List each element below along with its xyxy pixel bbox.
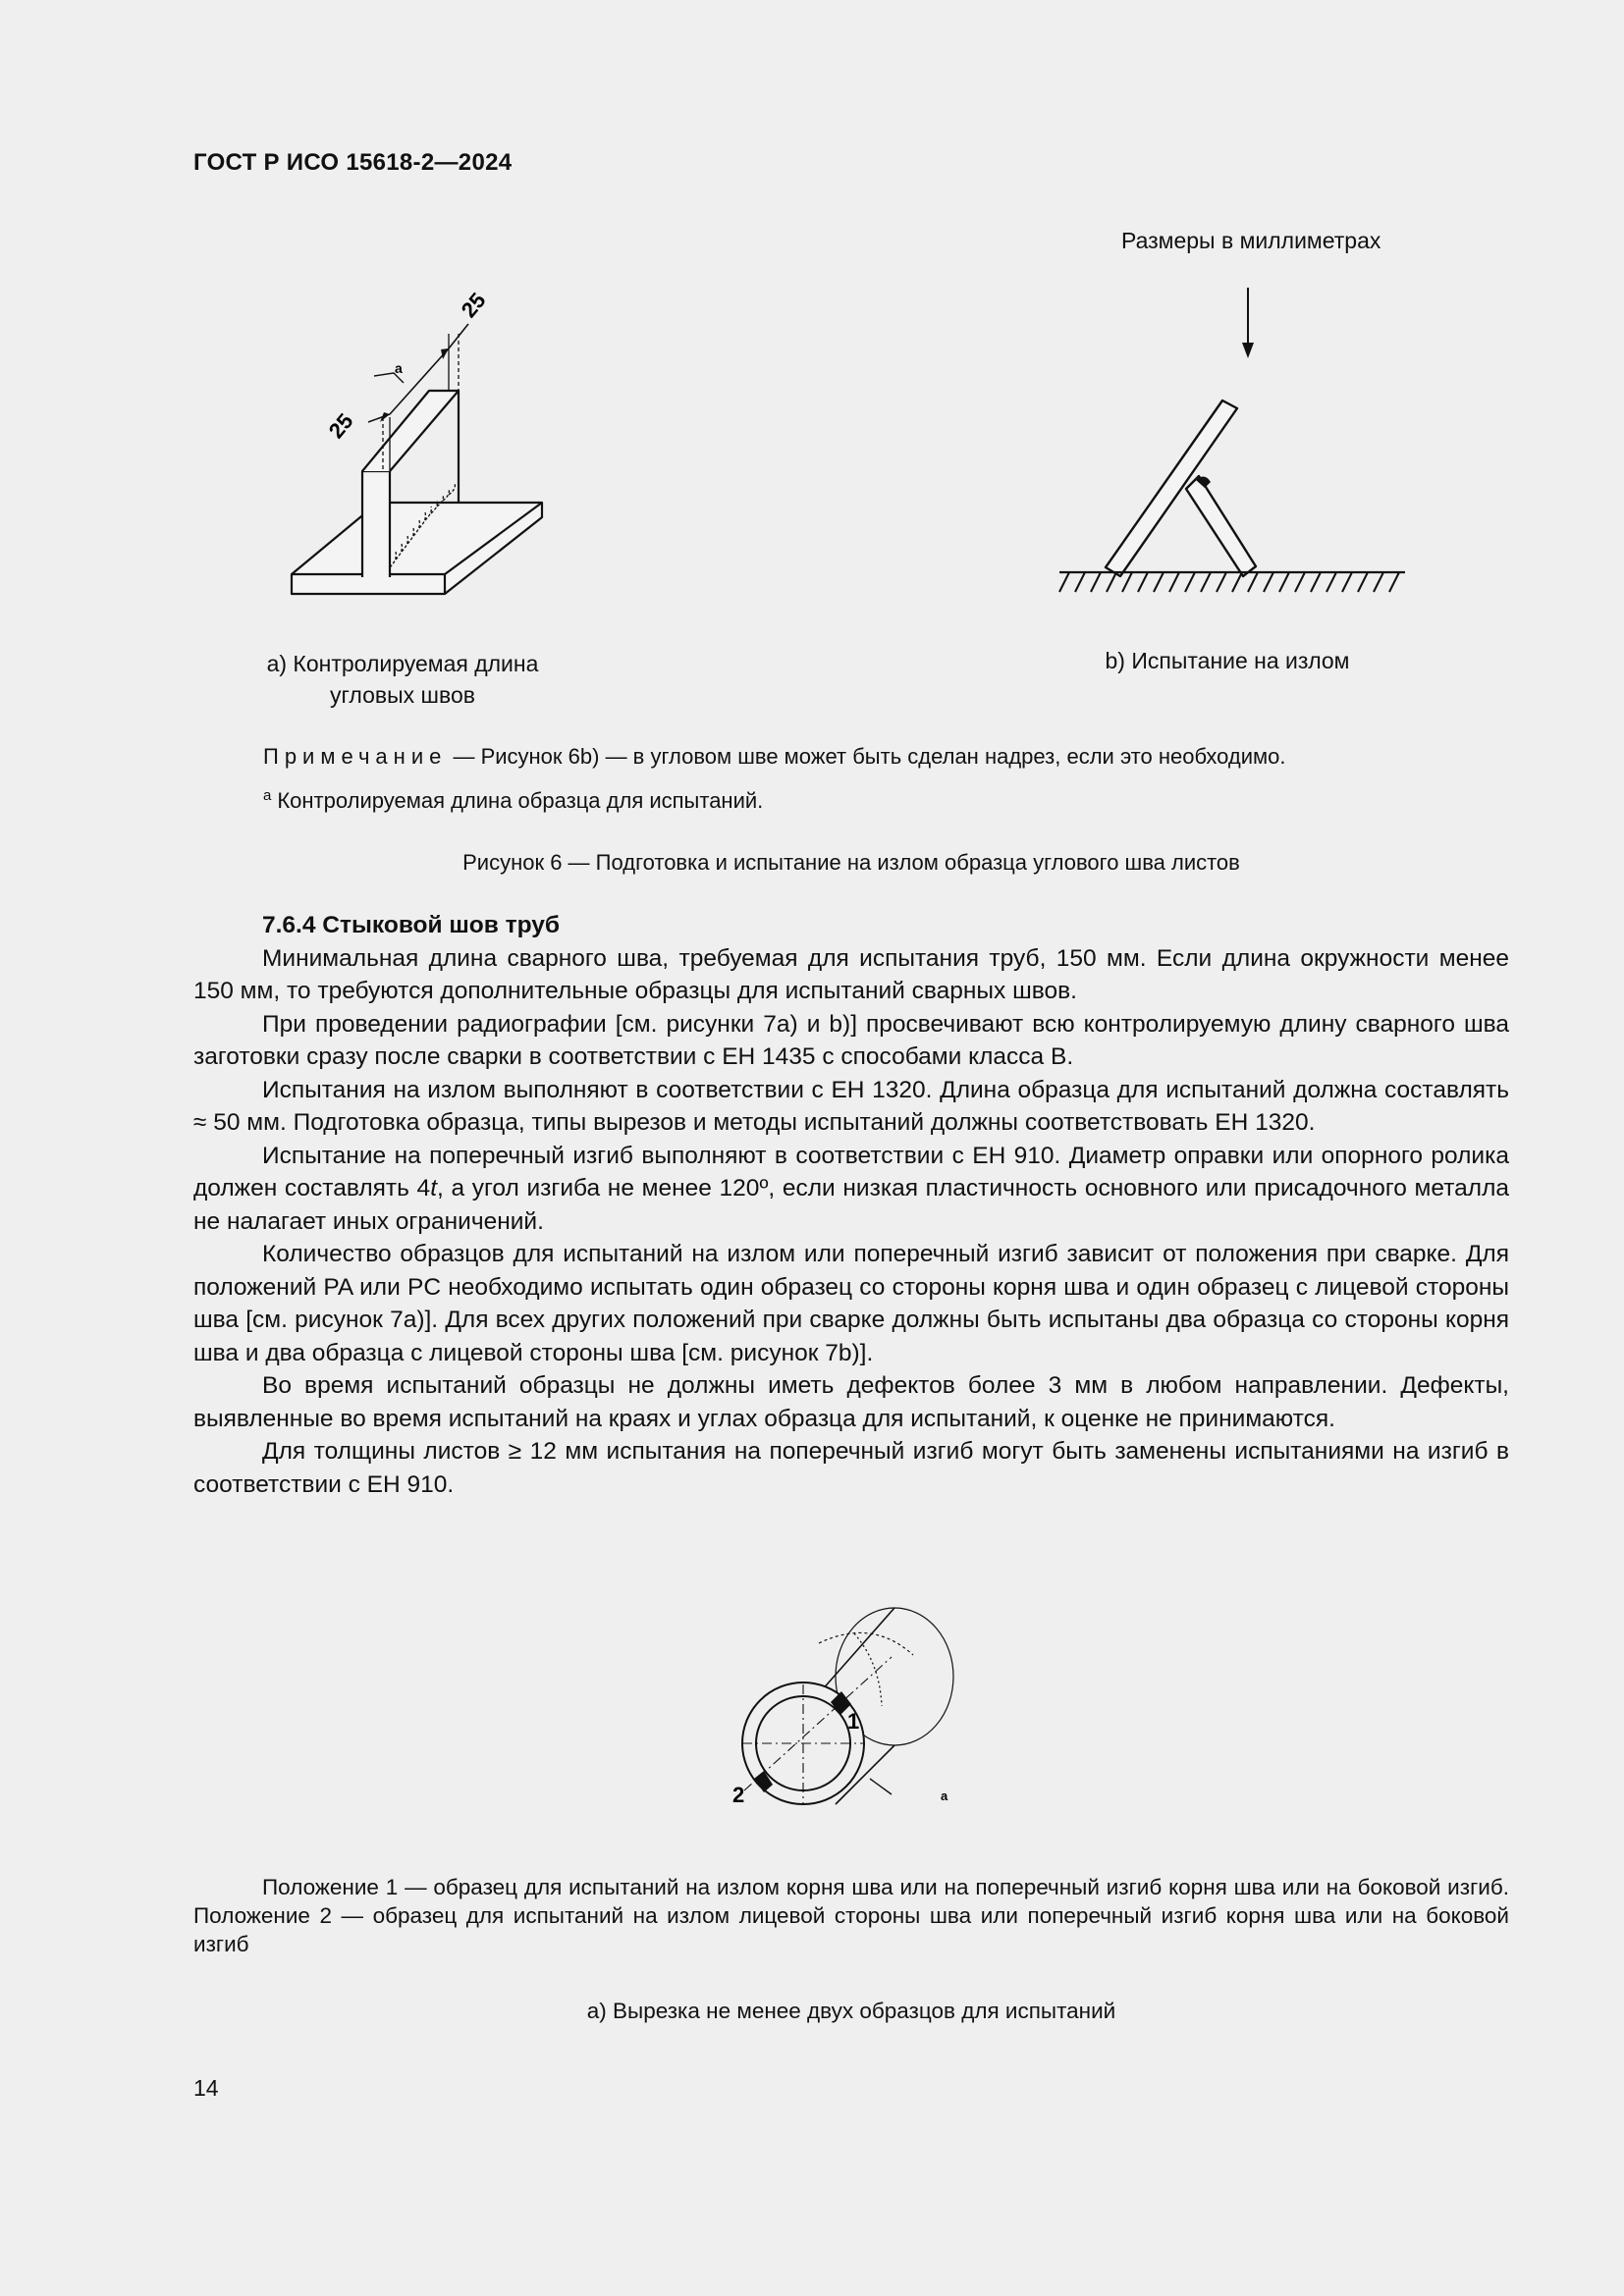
- position-label-1: 1: [847, 1709, 860, 1734]
- figure-6a-caption-line2: угловых швов: [330, 682, 475, 708]
- figure-6-note: [263, 744, 1285, 770]
- document-header: ГОСТ Р ИСО 15618-2—2024: [193, 149, 513, 176]
- paragraph: Количество образцов для испытаний на излом или поперечный изгиб зависит от положения при сварке. Для положений PA или PC необходимо испытать один образец со стороны корня шва и один образец с лицевой стороны шва [см. рисунок 7a)]. Для всех других положений при сварке должны быть испытаны два образца со стороны корня шва и два образца с лицевой стороны шва [см. рисунок 7b)].: [193, 1241, 1509, 1366]
- p4-text-before: Испытание на поперечный изгиб выполняют в соответствии с ЕН 910. Диаметр оправки или опорного ролика должен составлять 4: [193, 1142, 1509, 1201]
- marker-a: a: [395, 360, 403, 376]
- p4-italic-t: t: [430, 1175, 437, 1201]
- paragraph: При проведении радиографии [см. рисунки 7a) и b)] просвечивают всю контролируемую длину сварного шва заготовки сразу после сварки в соответствии с ЕН 1435 с способами класса B.: [193, 1010, 1509, 1070]
- dim-label-25-left: 25: [323, 408, 358, 444]
- dim-label-25-right: 25: [456, 288, 491, 323]
- page-number: 14: [193, 2075, 219, 2101]
- paragraph: [193, 1140, 1509, 1239]
- note-text: — Рисунок 6b) — в угловом шве может быть сделан надрез, если это необходимо.: [447, 744, 1286, 769]
- p4-text-after: , а угол изгиба не менее 120º, если низкая пластичность основного или присадочного металла не налагает иных ограничений.: [193, 1175, 1509, 1235]
- paragraph: Испытания на излом выполняют в соответствии с ЕН 1320. Длина образца для испытаний должна составлять ≈ 50 мм. Подготовка образца, типы вырезов и методы испытаний должны соответствовать ЕН 1320.: [193, 1076, 1509, 1136]
- paragraph: Для толщины листов ≥ 12 мм испытания на поперечный изгиб могут быть заменены испытаниями на изгиб в соответствии с ЕН 910.: [193, 1438, 1509, 1498]
- paragraph: Во время испытаний образцы не должны иметь дефектов более 3 мм в любом направлении. Дефекты, выявленные во время испытаний на краях и углах образца для испытаний, к оценке не принимаются.: [193, 1372, 1509, 1432]
- dimensions-note: Размеры в миллиметрах: [1121, 228, 1381, 253]
- figure-6b-caption: b) Испытание на излом: [1105, 648, 1350, 673]
- figure-7a-drawing: [725, 1598, 980, 1824]
- note-label: Примечание: [263, 744, 448, 769]
- figure-6-footnote: [263, 787, 763, 814]
- figure-6b-drawing: [1056, 280, 1409, 604]
- section-7-6-4: [193, 909, 1509, 1501]
- paragraph: Минимальная длина сварного шва, требуемая для испытания труб, 150 мм. Если длина окружности менее 150 мм, то требуются дополнительные образцы для испытаний сварных швов.: [193, 944, 1509, 1004]
- position-label-2: 2: [732, 1783, 745, 1807]
- figure-6-caption: Рисунок 6 — Подготовка и испытание на излом образца углового шва листов: [462, 850, 1240, 875]
- figure-6a-caption: [245, 648, 560, 711]
- figure-6a-drawing: [280, 275, 565, 609]
- figure-7a-caption: a) Вырезка не менее двух образцов для испытаний: [586, 1999, 1116, 2023]
- figure-6a-caption-line1: a) Контролируемая длина: [266, 651, 539, 676]
- marker-a-fig7: a: [941, 1789, 948, 1803]
- figure-7a-positions: Положение 1 — образец для испытаний на излом корня шва или на поперечный изгиб корня шва или на боковой изгиб. Положение 2 — образец для испытаний на излом лицевой стороны шва или поперечный изгиб корня шва или на боковой изгиб: [193, 1875, 1509, 1956]
- footnote-text: Контролируемая длина образца для испытаний.: [277, 788, 764, 813]
- footnote-marker: a: [263, 787, 272, 804]
- section-heading: 7.6.4 Стыковой шов труб: [262, 912, 561, 938]
